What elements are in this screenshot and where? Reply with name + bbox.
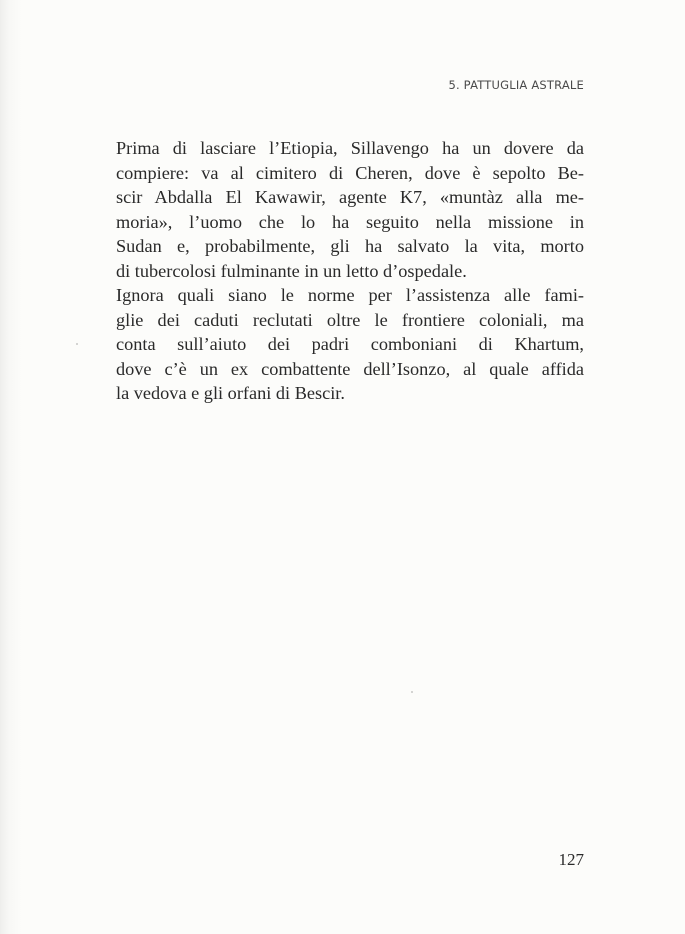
paper-speck: [76, 343, 78, 345]
text-line: moria», l’uomo che lo ha seguito nella missione in: [116, 211, 584, 232]
body-text: [116, 136, 584, 406]
text-line: conta sull’aiuto dei padri comboniani di Khartum,: [116, 334, 584, 354]
text-line: Prima di lasciare l’Etiopia, Sillavengo ha un dovere da: [116, 138, 584, 158]
running-head: 5. PATTUGLIA ASTRALE: [448, 78, 584, 92]
paper-speck: [411, 691, 413, 693]
text-line: di tubercolosi fulminante in un letto d’ospedale.: [116, 260, 467, 281]
page-number: 127: [558, 850, 584, 869]
text-line: dove c’è un ex combattente dell’Isonzo, al quale affida: [116, 358, 584, 379]
text-line: compiere: va al cimitero di Cheren, dove è sepolto Be-: [116, 162, 584, 183]
text-line: la vedova e gli orfani di Bescir.: [116, 383, 345, 403]
text-line: scir Abdalla El Kawawir, agente K7, «muntàz alla me-: [116, 187, 584, 207]
text-line: Sudan e, probabilmente, gli ha salvato la vita, morto: [116, 236, 584, 256]
text-line: glie dei caduti reclutati oltre le frontiere coloniali, ma: [116, 309, 584, 330]
text-line: Ignora quali siano le norme per l’assistenza alle fami-: [116, 285, 584, 305]
